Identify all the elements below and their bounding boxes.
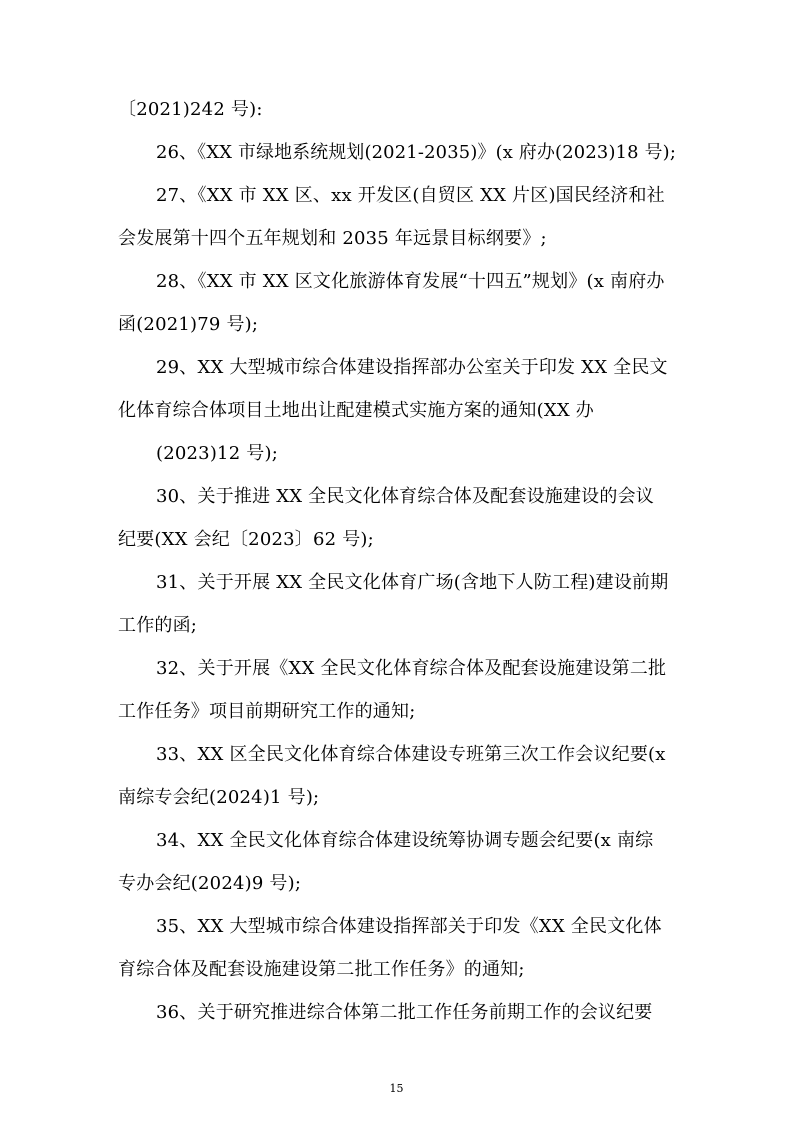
text-line: 纪要(XX 会纪〔2023〕62 号); xyxy=(118,529,374,550)
text-line: 33、XX 区全民文化体育综合体建设专班第三次工作会议纪要(x xyxy=(156,744,666,765)
text-line: 工作任务》项目前期研究工作的通知; xyxy=(118,701,416,722)
text-line: 31、关于开展 XX 全民文化体育广场(含地下人防工程)建设前期 xyxy=(156,572,669,593)
text-line: 30、关于推进 XX 全民文化体育综合体及配套设施建设的会议 xyxy=(156,486,654,507)
text-line: 28、《XX 市 XX 区文化旅游体育发展“十四五”规划》(x 南府办 xyxy=(156,271,665,292)
text-line: 函(2021)79 号); xyxy=(118,314,259,335)
text-line: 27、《XX 市 XX 区、xx 开发区(自贸区 XX 片区)国民经济和社 xyxy=(156,185,665,206)
text-line: 34、XX 全民文化体育综合体建设统筹协调专题会纪要(x 南综 xyxy=(156,830,654,851)
text-line: 32、关于开展《XX 全民文化体育综合体及配套设施建设第二批 xyxy=(156,658,667,679)
text-line: 29、XX 大型城市综合体建设指挥部办公室关于印发 XX 全民文 xyxy=(156,357,668,378)
text-line: 26、《XX 市绿地系统规划(2021-2035)》(x 府办(2023)18 号); xyxy=(156,142,677,163)
text-line: 化体育综合体项目土地出让配建模式实施方案的通知(XX 办 xyxy=(118,400,594,421)
text-line: (2023)12 号); xyxy=(156,443,278,464)
text-line: 专办会纪(2024)9 号); xyxy=(118,873,302,894)
text-line: 36、关于研究推进综合体第二批工作任务前期工作的会议纪要 xyxy=(156,1002,653,1023)
text-line: 35、XX 大型城市综合体建设指挥部关于印发《XX 全民文化体 xyxy=(156,916,662,937)
text-line: 会发展第十四个五年规划和 2035 年远景目标纲要》; xyxy=(118,228,547,249)
page-number: 15 xyxy=(389,1082,404,1095)
text-line: 育综合体及配套设施建设第二批工作任务》的通知; xyxy=(118,959,525,980)
text-line: 工作的函; xyxy=(118,615,198,636)
text-line: 南综专会纪(2024)1 号); xyxy=(118,787,320,808)
text-line: 〔2021)242 号): xyxy=(118,99,263,120)
